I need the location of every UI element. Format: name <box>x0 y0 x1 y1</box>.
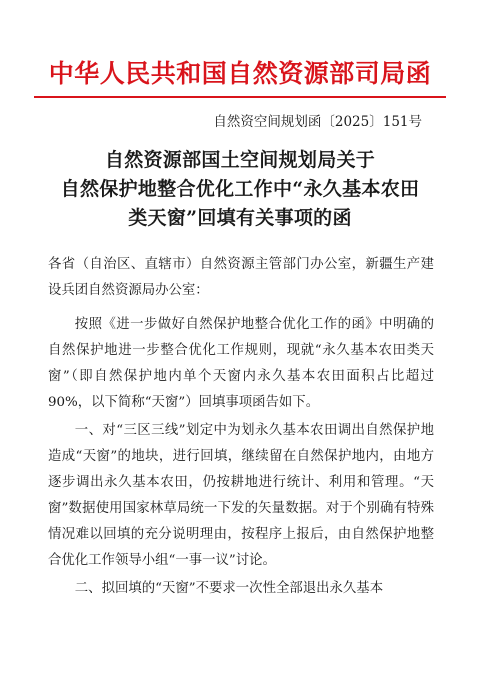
paragraph-item-1: 一、对“三区三线”划定中为划永久基本农田调出自然保护地造成“天窗”的地块，进行回填，继续留在自然保护地内，由地方逐步调出永久基本农田，仍按耕地进行统计、利用和管理。“天窗”数据使用国家林草局统一下发的矢量数据。对于个别确有特殊情况难以回填的充分说明理由，按程序上报后，由自然保护地整合优化工作领导小组“一事一议”讨论。 <box>48 423 434 568</box>
title-line-2: 自然保护地整合优化工作中“永久基本农田 <box>60 178 420 200</box>
paragraph-item-2: 二、拟回填的“天窗”不要求一次性全部退出永久基本 <box>74 581 384 596</box>
letterhead-red-rule <box>34 96 446 98</box>
salutation: 各省（自治区、直辖市）自然资源主管部门办公室，新疆生产建设兵团自然资源局办公室： <box>48 257 434 298</box>
title-line-1: 自然资源部国土空间规划局关于 <box>104 149 376 171</box>
title-line-3: 类天窗”回填有关事项的函 <box>128 207 352 229</box>
document-body <box>48 252 434 604</box>
letterhead-title: 中华人民共和国自然资源部司局函 <box>48 59 432 88</box>
document-number: 自然资空间规划函〔2025〕151号 <box>213 114 422 130</box>
document-title <box>0 146 480 233</box>
paragraph-intro: 按照《进一步做好自然保护地整合优化工作的函》中明确的自然保护地进一步整合优化工作规则，现就“永久基本农田类天窗”（即自然保护地内单个天窗内永久基本农田面积占比超过90%，以下简称“天窗”）回填事项函告如下。 <box>48 317 434 410</box>
